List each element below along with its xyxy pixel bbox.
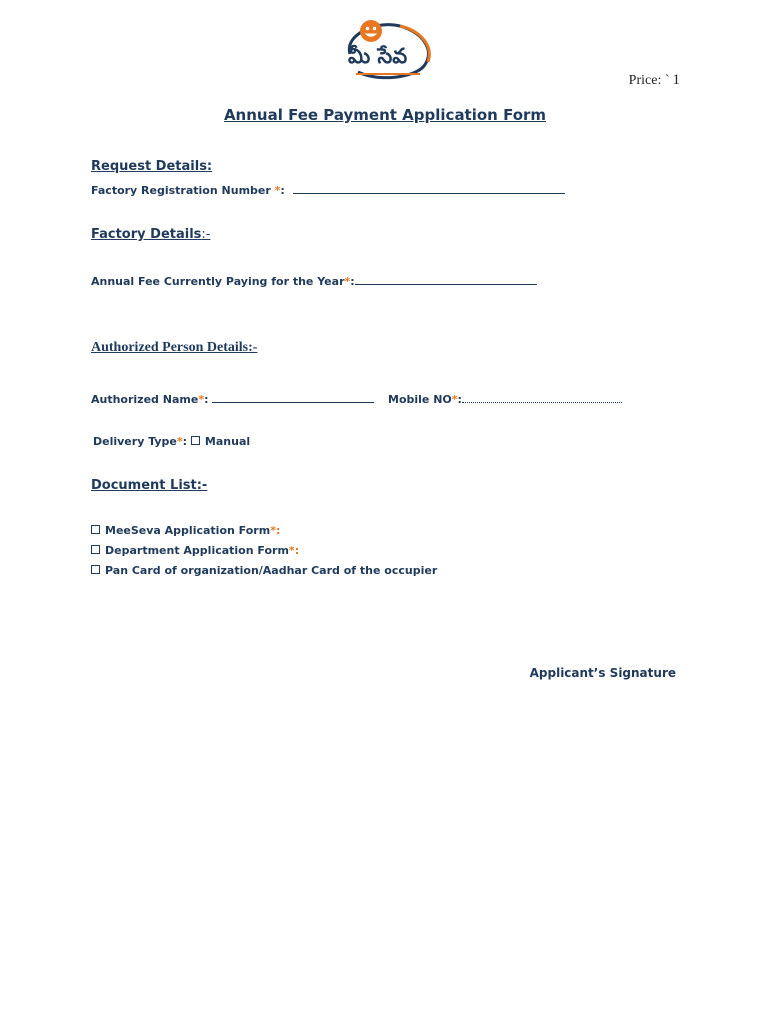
price-label: Price: ` <box>628 73 670 88</box>
price <box>629 72 680 89</box>
department-form-checkbox[interactable] <box>91 545 100 554</box>
factory-registration-row: Factory Registration Number *: <box>91 183 565 197</box>
mobile-row: Mobile NO*: <box>388 392 622 406</box>
authorized-name-field[interactable] <box>212 392 374 403</box>
required-mark: * <box>176 435 183 448</box>
annual-fee-field[interactable] <box>355 274 537 285</box>
pan-aadhar-checkbox[interactable] <box>91 565 100 574</box>
delivery-type-row: Delivery Type*: Manual <box>93 435 251 448</box>
meeseva-form-checkbox[interactable] <box>91 525 100 534</box>
smiley-icon <box>360 20 382 42</box>
document-item-label: MeeSeva Application Form <box>105 524 271 537</box>
logo-text: మీ సేవ <box>348 44 408 68</box>
manual-option-label: Manual <box>204 435 251 448</box>
factory-details-heading: Factory Details:- <box>91 227 211 242</box>
factory-registration-label: Factory Registration Number <box>91 184 271 197</box>
applicant-signature-label: Applicant’s Signature <box>529 666 676 680</box>
document-item: MeeSeva Application Form*: <box>91 524 280 537</box>
document-item-label: Department Application Form <box>105 544 289 557</box>
factory-registration-field[interactable] <box>293 183 565 194</box>
meeseva-logo <box>338 14 438 84</box>
mobile-label: Mobile NO <box>388 393 452 406</box>
required-mark: * <box>451 393 458 406</box>
document-list-heading: Document List:- <box>91 478 208 493</box>
authorized-person-heading: Authorized Person Details:- <box>91 340 258 355</box>
annual-fee-row: Annual Fee Currently Paying for the Year*: <box>91 274 537 288</box>
price-value: 1 <box>672 72 680 88</box>
request-details-heading: Request Details: <box>91 159 213 174</box>
annual-fee-label: Annual Fee Currently Paying for the Year <box>91 275 345 288</box>
page-title: Annual Fee Payment Application Form <box>223 106 547 124</box>
manual-checkbox[interactable] <box>191 436 200 445</box>
document-item-label: Pan Card of organization/Aadhar Card of the occupier <box>105 564 438 577</box>
required-mark: * <box>198 393 205 406</box>
authorized-name-label: Authorized Name <box>91 393 199 406</box>
authorized-name-row: Authorized Name*: <box>91 392 374 406</box>
required-mark: * <box>344 275 351 288</box>
required-mark: * <box>274 184 281 197</box>
document-item <box>91 564 437 577</box>
delivery-type-label: Delivery Type <box>93 435 177 448</box>
document-item: Department Application Form*: <box>91 544 299 557</box>
mobile-field[interactable] <box>462 392 622 403</box>
